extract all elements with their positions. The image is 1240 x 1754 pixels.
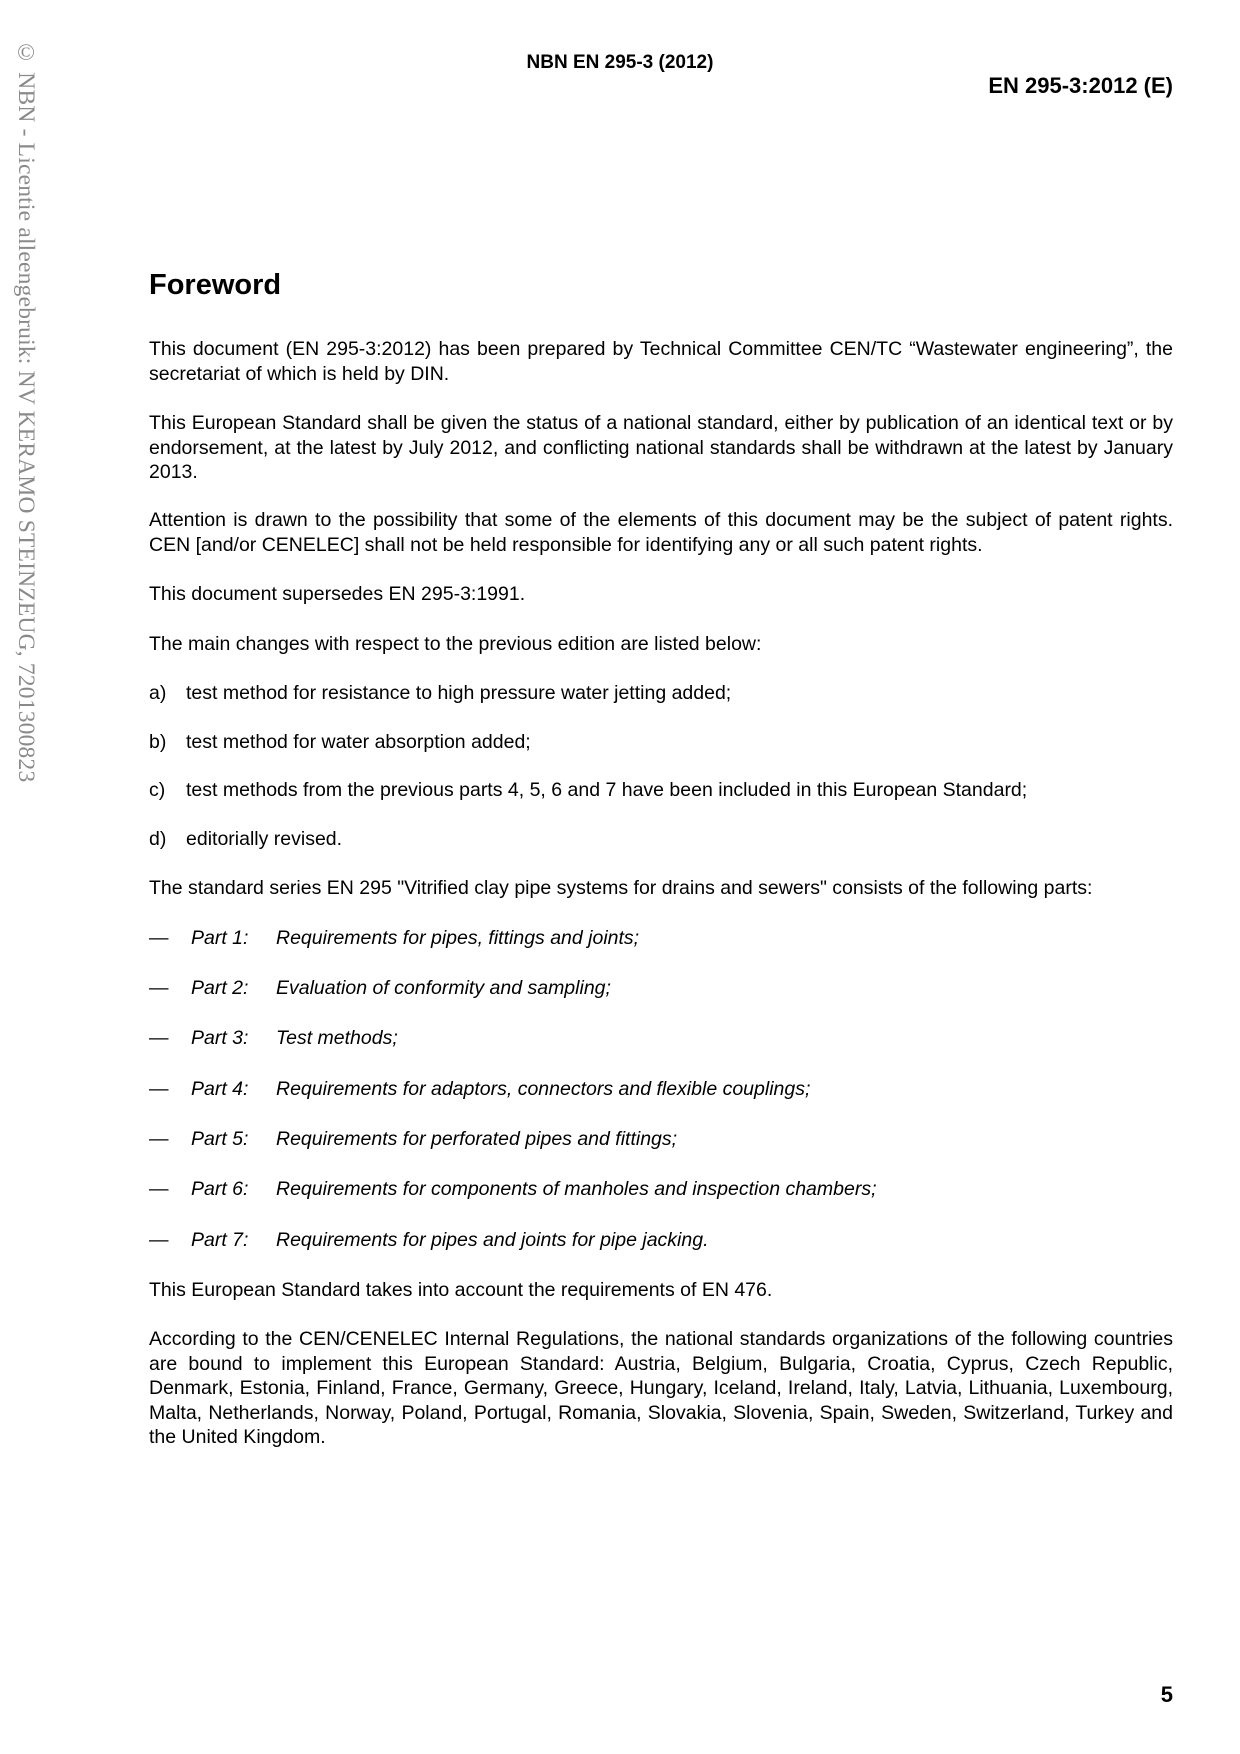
part-title: Requirements for adaptors, connectors and flexible couplings;: [276, 1078, 811, 1100]
list-marker: d): [149, 828, 167, 850]
part-label: Part 2:: [191, 977, 249, 999]
dash-marker: —: [149, 1078, 169, 1100]
paragraph-status: This European Standard shall be given the status of a national standard, either by publication of an identical text or by endorsement, at the latest by July 2012, and conflicting national standards shall be withdrawn at the latest by January 2013.: [149, 412, 1173, 483]
part-list-item: [149, 1077, 1173, 1102]
part-label: Part 5:: [191, 1128, 249, 1150]
part-title: Requirements for pipes, fittings and joints;: [276, 927, 640, 949]
part-title: Requirements for perforated pipes and fittings;: [276, 1128, 678, 1150]
part-title: Requirements for pipes and joints for pipe jacking.: [276, 1229, 709, 1251]
part-label: Part 1:: [191, 927, 249, 949]
part-label: Part 3:: [191, 1027, 249, 1049]
header-standard-reference: EN 295-3:2012 (E): [988, 73, 1173, 98]
paragraph-implementing-countries: According to the CEN/CENELEC Internal Regulations, the national standards organizations of the following countries are bound to implement this European Standard: Austria, Belgium, Bulgaria, Croatia, Cyprus, Czech Republic, Denmark, Estonia, Finland, France, Germany, Greece, Hungary, Iceland, Ireland, Italy, Latvia, Lithuania, Luxembourg, Malta, Netherlands, Norway, Poland, Portugal, Romania, Slovakia, Slovenia, Spain, Sweden, Switzerland, Turkey and the United Kingdom.: [149, 1328, 1173, 1448]
part-list-item: [149, 1177, 1173, 1202]
page-title: Foreword: [149, 269, 282, 301]
dash-marker: —: [149, 977, 169, 999]
part-list-item: [149, 1228, 1173, 1253]
part-list-item: [149, 976, 1173, 1001]
dash-marker: —: [149, 927, 169, 949]
paragraph-supersedes: This document supersedes EN 295-3:1991.: [149, 583, 526, 605]
part-label: Part 7:: [191, 1229, 249, 1251]
change-list-item: [149, 827, 1173, 852]
license-watermark: © NBN - Licentie alleengebruik: NV KERAMO STEINZEUG, 7201300823: [13, 40, 39, 783]
part-title: Requirements for components of manholes and inspection chambers;: [276, 1178, 877, 1200]
change-list-item: [149, 778, 1173, 803]
part-title: Test methods;: [276, 1027, 398, 1049]
page-number: 5: [1160, 1682, 1173, 1707]
list-item-text: test method for water absorption added;: [186, 731, 531, 753]
paragraph-prepared-by: This document (EN 295-3:2012) has been prepared by Technical Committee CEN/TC “Wastewater engineering”, the secretariat of which is held by DIN.: [149, 338, 1173, 385]
dash-marker: —: [149, 1027, 169, 1049]
list-item-text: test methods from the previous parts 4, 5, 6 and 7 have been included in this European Standard;: [186, 779, 1028, 801]
part-label: Part 6:: [191, 1178, 249, 1200]
paragraph-series-intro: The standard series EN 295 "Vitrified clay pipe systems for drains and sewers" consists of the following parts:: [149, 877, 1093, 899]
paragraph-patent-rights: Attention is drawn to the possibility that some of the elements of this document may be the subject of patent rights. CEN [and/or CENELEC] shall not be held responsible for identifying any or all such patent rights.: [149, 509, 1173, 556]
part-list-item: [149, 1127, 1173, 1152]
part-list-item: [149, 1026, 1173, 1051]
list-item-text: editorially revised.: [186, 828, 343, 850]
change-list-item: [149, 681, 1173, 706]
part-label: Part 4:: [191, 1078, 249, 1100]
part-list-item: [149, 926, 1173, 951]
header-national-reference: NBN EN 295-3 (2012): [526, 52, 714, 73]
list-marker: b): [149, 731, 167, 753]
dash-marker: —: [149, 1128, 169, 1150]
dash-marker: —: [149, 1178, 169, 1200]
change-list-item: [149, 730, 1173, 755]
dash-marker: —: [149, 1229, 169, 1251]
paragraph-en476: This European Standard takes into account the requirements of EN 476.: [149, 1279, 773, 1301]
list-marker: a): [149, 682, 167, 704]
list-item-text: test method for resistance to high pressure water jetting added;: [186, 682, 732, 704]
list-marker: c): [149, 779, 166, 801]
part-title: Evaluation of conformity and sampling;: [276, 977, 611, 999]
paragraph-main-changes-intro: The main changes with respect to the previous edition are listed below:: [149, 633, 762, 655]
